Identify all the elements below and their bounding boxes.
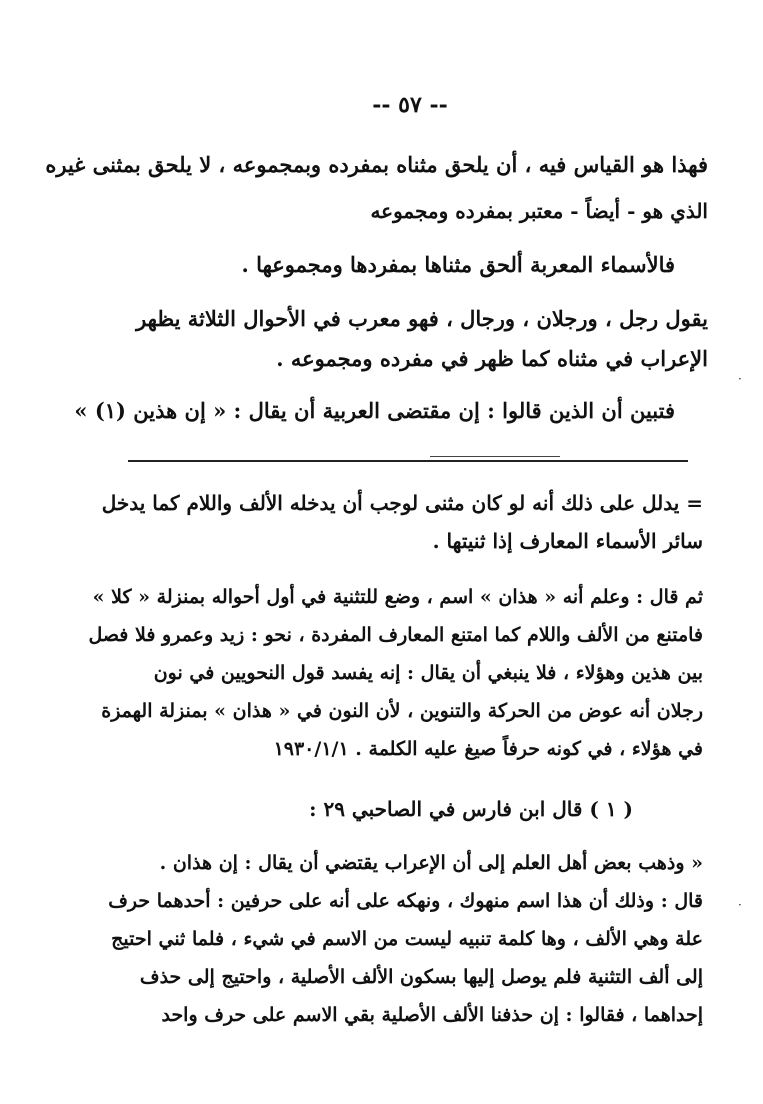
divider-thin [430, 456, 560, 457]
footnote-divider [128, 460, 688, 462]
page-number: -- ٥٧ -- [372, 92, 448, 118]
middle-line-3: ثم قال : وعلم أنه « هذان » اسم ، وضع للتثنية في أول أحواله بمنزلة « كلا » [92, 586, 703, 608]
footnote-heading: ( ١ ) قال ابن فارس في الصاحبي ٢٩ : [309, 797, 633, 821]
middle-line-2: سائر الأسماء المعارف إذا ثنيتها . [432, 529, 703, 553]
middle-line-5: بين هذين وهؤلاء ، فلا ينبغي أن يقال : إنه يفسد قول النحويين في نون [153, 662, 703, 684]
margin-dot-1: · [738, 372, 742, 386]
main-line-3: فالأسماء المعربة ألحق مثناها بمفردها ومجموعها . [241, 252, 675, 277]
main-line-1: فهذا هو القياس فيه ، أن يلحق مثناه بمفرده وبمجموعه ، لا يلحق بمثنى غيره [45, 152, 708, 177]
footnote-line-5: إحداهما ، فقالوا : إن حذفنا الألف الأصلية بقي الاسم على حرف واحد [161, 1004, 703, 1026]
main-line-6: فتبين أن الذين قالوا : إن مقتضى العربية أن يقال : « إن هذين (١) » [74, 398, 675, 423]
footnote-line-4: إلى ألف التثنية فلم يوصل إليها بسكون الألف الأصلية ، واحتيج إلى حذف [139, 966, 703, 988]
main-line-5: الإعراب في مثناه كما ظهر في مفرده ومجموعه . [276, 346, 708, 371]
footnote-line-2: قال : وذلك أن هذا اسم منهوك ، ونهكه على أنه على حرفين : أحدهما حرف [108, 890, 703, 912]
margin-dot-2: · [738, 898, 742, 912]
middle-line-4: فامتنع من الألف واللام كما امتنع المعارف المفردة ، نحو : زيد وعمرو فلا فصل [88, 624, 703, 646]
middle-line-7: في هؤلاء ، في كونه حرفاً صيغ عليه الكلمة . ١٩٣٠/١/١ [273, 738, 703, 760]
middle-line-6: رجلان أنه عوض من الحركة والتنوين ، لأن النون في « هذان » بمنزلة الهمزة [101, 700, 703, 722]
main-line-4: يقول رجل ، ورجلان ، ورجال ، فهو معرب في الأحوال الثلاثة يظهر [136, 306, 708, 331]
footnote-line-1: « وذهب بعض أهل العلم إلى أن الإعراب يقتضي أن يقال : إن هذان . [159, 852, 703, 874]
main-line-2: الذي هو - أيضاً - معتبر بمفرده ومجموعه [370, 199, 708, 223]
middle-line-1: = يدلل على ذلك أنه لو كان مثنى لوجب أن يدخله الألف واللام كما يدخل [101, 491, 703, 515]
footnote-line-3: علة وهي الألف ، وها كلمة تنبيه ليست من الاسم في شيء ، فلما ثني احتيج [111, 928, 703, 950]
